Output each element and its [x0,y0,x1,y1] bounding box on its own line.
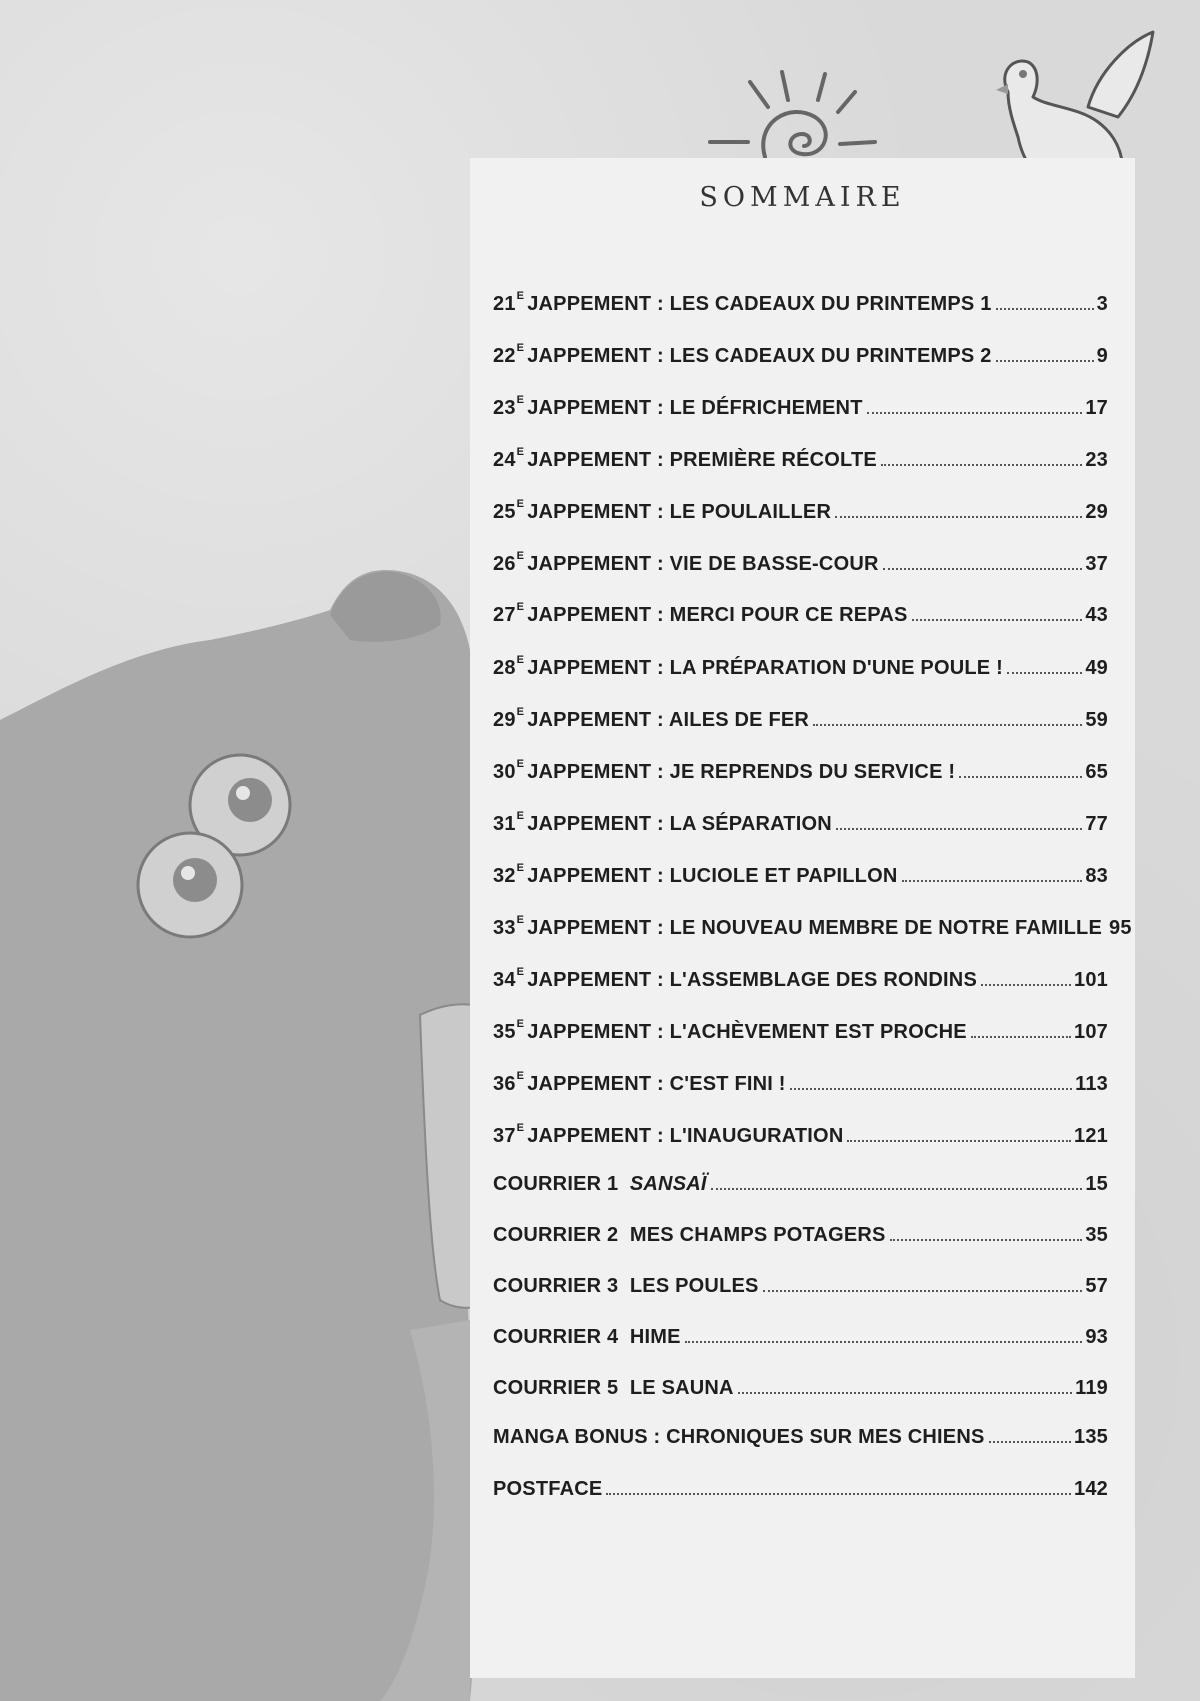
page-number: 113 [1075,1073,1108,1095]
toc-entry[interactable] [493,546,1108,576]
ordinal-suffix: E [516,342,525,355]
chapter-number: 37 [493,1125,516,1147]
chapter-number: 27 [493,604,516,626]
page-number: 101 [1074,969,1108,991]
mail-label: LE SAUNA [629,1377,734,1399]
dot-leader [989,1441,1071,1443]
dot-leader [847,1140,1071,1142]
toc-entry[interactable] [493,390,1108,420]
page-number: 3 [1096,293,1108,315]
page-number: 135 [1074,1426,1108,1448]
page-number: 77 [1085,813,1108,835]
dot-leader [1007,672,1082,674]
toc-entry[interactable] [493,494,1108,524]
ordinal-suffix: E [516,601,525,614]
chapter-number: 23 [493,397,516,419]
chapter-number: 22 [493,345,516,367]
chapter-number: 21 [493,293,516,315]
toc-mail-entry[interactable] [493,1217,1108,1247]
chapter-label: JAPPEMENT : JE REPRENDS DU SERVICE ! [527,761,956,783]
chapter-number: 35 [493,1021,516,1043]
entry-label: POSTFACE [493,1478,603,1500]
dot-leader [763,1290,1083,1292]
chapter-label: JAPPEMENT : L'INAUGURATION [527,1125,844,1147]
dot-leader [996,308,1094,310]
dot-leader [959,776,1082,778]
mail-label: MES CHAMPS POTAGERS [629,1224,886,1246]
page-number: 9 [1096,345,1108,367]
page-number: 57 [1085,1275,1108,1297]
dot-leader [971,1036,1071,1038]
dot-leader [981,984,1071,986]
chapter-label: JAPPEMENT : LE DÉFRICHEMENT [527,397,863,419]
dot-leader [912,619,1083,621]
chapter-label: JAPPEMENT : MERCI POUR CE REPAS [527,604,908,626]
page-number: 49 [1085,657,1108,679]
toc-extra-entry[interactable] [493,1419,1108,1449]
dot-leader [835,516,1082,518]
chapter-number: 25 [493,501,516,523]
dot-leader [738,1392,1072,1394]
toc-entry[interactable] [493,1014,1108,1044]
chapter-label: JAPPEMENT : VIE DE BASSE-COUR [527,553,879,575]
page-number: 29 [1085,501,1108,523]
chapter-number: 26 [493,553,516,575]
toc-mail-entry[interactable] [493,1166,1108,1196]
ordinal-suffix: E [516,550,525,563]
ordinal-suffix: E [516,654,525,667]
mail-prefix: COURRIER 4 [493,1326,619,1348]
dot-leader [790,1088,1072,1090]
chapter-label: JAPPEMENT : LE POULAILLER [527,501,832,523]
chapter-number: 30 [493,761,516,783]
ordinal-suffix: E [516,1018,525,1031]
toc-extra-entry[interactable] [493,1471,1108,1501]
mail-label: LES POULES [629,1275,759,1297]
toc-entry[interactable] [493,338,1108,368]
dot-leader [867,412,1083,414]
mail-label: HIME [629,1326,681,1348]
chapter-number: 32 [493,865,516,887]
chapter-label: JAPPEMENT : LES CADEAUX DU PRINTEMPS 2 [527,345,992,367]
dot-leader [813,724,1082,726]
toc-mail-entry[interactable] [493,1268,1108,1298]
chapter-label: JAPPEMENT : LES CADEAUX DU PRINTEMPS 1 [527,293,992,315]
page-title: SOMMAIRE [699,182,906,213]
page-number: 17 [1085,397,1108,419]
chapter-label: JAPPEMENT : L'ASSEMBLAGE DES RONDINS [527,969,977,991]
page-number: 59 [1085,709,1108,731]
chapter-label: JAPPEMENT : PREMIÈRE RÉCOLTE [527,449,877,471]
dot-leader [890,1239,1083,1241]
ordinal-suffix: E [516,290,525,303]
page-number: 107 [1074,1021,1108,1043]
dot-leader [685,1341,1083,1343]
ordinal-suffix: E [516,394,525,407]
toc-entry[interactable] [493,1118,1108,1148]
chapter-number: 29 [493,709,516,731]
chapter-number: 24 [493,449,516,471]
dot-leader [711,1188,1083,1190]
page-number: 35 [1085,1224,1108,1246]
ordinal-suffix: E [516,1122,525,1135]
page-number: 95 [1109,917,1132,939]
toc-entry[interactable] [493,442,1108,472]
toc-entry[interactable] [493,858,1108,888]
ordinal-suffix: E [516,498,525,511]
page-number: 65 [1085,761,1108,783]
chapter-label: JAPPEMENT : C'EST FINI ! [527,1073,786,1095]
toc-entry[interactable] [493,597,1108,627]
toc-entry[interactable] [493,806,1108,836]
chapter-label: JAPPEMENT : LUCIOLE ET PAPILLON [527,865,898,887]
dot-leader [836,828,1082,830]
chapter-label: JAPPEMENT : LA PRÉPARATION D'UNE POULE ! [527,657,1003,679]
page-number: 37 [1085,553,1108,575]
mail-prefix: COURRIER 2 [493,1224,619,1246]
ordinal-suffix: E [516,914,525,927]
ordinal-suffix: E [516,862,525,875]
page-number: 142 [1074,1478,1108,1500]
ordinal-suffix: E [516,966,525,979]
ordinal-suffix: E [516,706,525,719]
ordinal-suffix: E [516,1070,525,1083]
chapter-number: 31 [493,813,516,835]
mail-label: SANSAÏ [629,1173,707,1195]
dot-leader [996,360,1094,362]
toc-entry[interactable] [493,754,1108,784]
toc-mail-entry[interactable] [493,1319,1108,1349]
toc-entry[interactable] [493,1066,1108,1096]
page-number: 15 [1085,1173,1108,1195]
page-number: 43 [1085,604,1108,626]
toc-entry[interactable] [493,286,1108,316]
chapter-number: 34 [493,969,516,991]
dot-leader [883,568,1083,570]
toc-entry[interactable] [493,702,1108,732]
dot-leader [881,464,1082,466]
toc-mail-entry[interactable] [493,1370,1108,1400]
dot-leader [606,1493,1071,1495]
ordinal-suffix: E [516,758,525,771]
chapter-label: JAPPEMENT : LE NOUVEAU MEMBRE DE NOTRE FAMILLE [527,917,1102,939]
mail-prefix: COURRIER 3 [493,1275,619,1297]
chapter-label: JAPPEMENT : L'ACHÈVEMENT EST PROCHE [527,1021,967,1043]
dot-leader [902,880,1083,882]
chapter-number: 36 [493,1073,516,1095]
page-number: 119 [1075,1377,1108,1399]
ordinal-suffix: E [516,810,525,823]
ordinal-suffix: E [516,446,525,459]
mail-prefix: COURRIER 1 [493,1173,619,1195]
mail-prefix: COURRIER 5 [493,1377,619,1399]
chapter-number: 33 [493,917,516,939]
page-number: 83 [1085,865,1108,887]
chapter-label: JAPPEMENT : LA SÉPARATION [527,813,832,835]
toc-entry[interactable] [493,910,1132,940]
chapter-number: 28 [493,657,516,679]
entry-label: MANGA BONUS : CHRONIQUES SUR MES CHIENS [493,1426,985,1448]
page-number: 121 [1074,1125,1108,1147]
toc-entry[interactable] [493,650,1108,680]
chapter-label: JAPPEMENT : AILES DE FER [527,709,810,731]
page-number: 93 [1085,1326,1108,1348]
page-number: 23 [1085,449,1108,471]
toc-entry[interactable] [493,962,1108,992]
